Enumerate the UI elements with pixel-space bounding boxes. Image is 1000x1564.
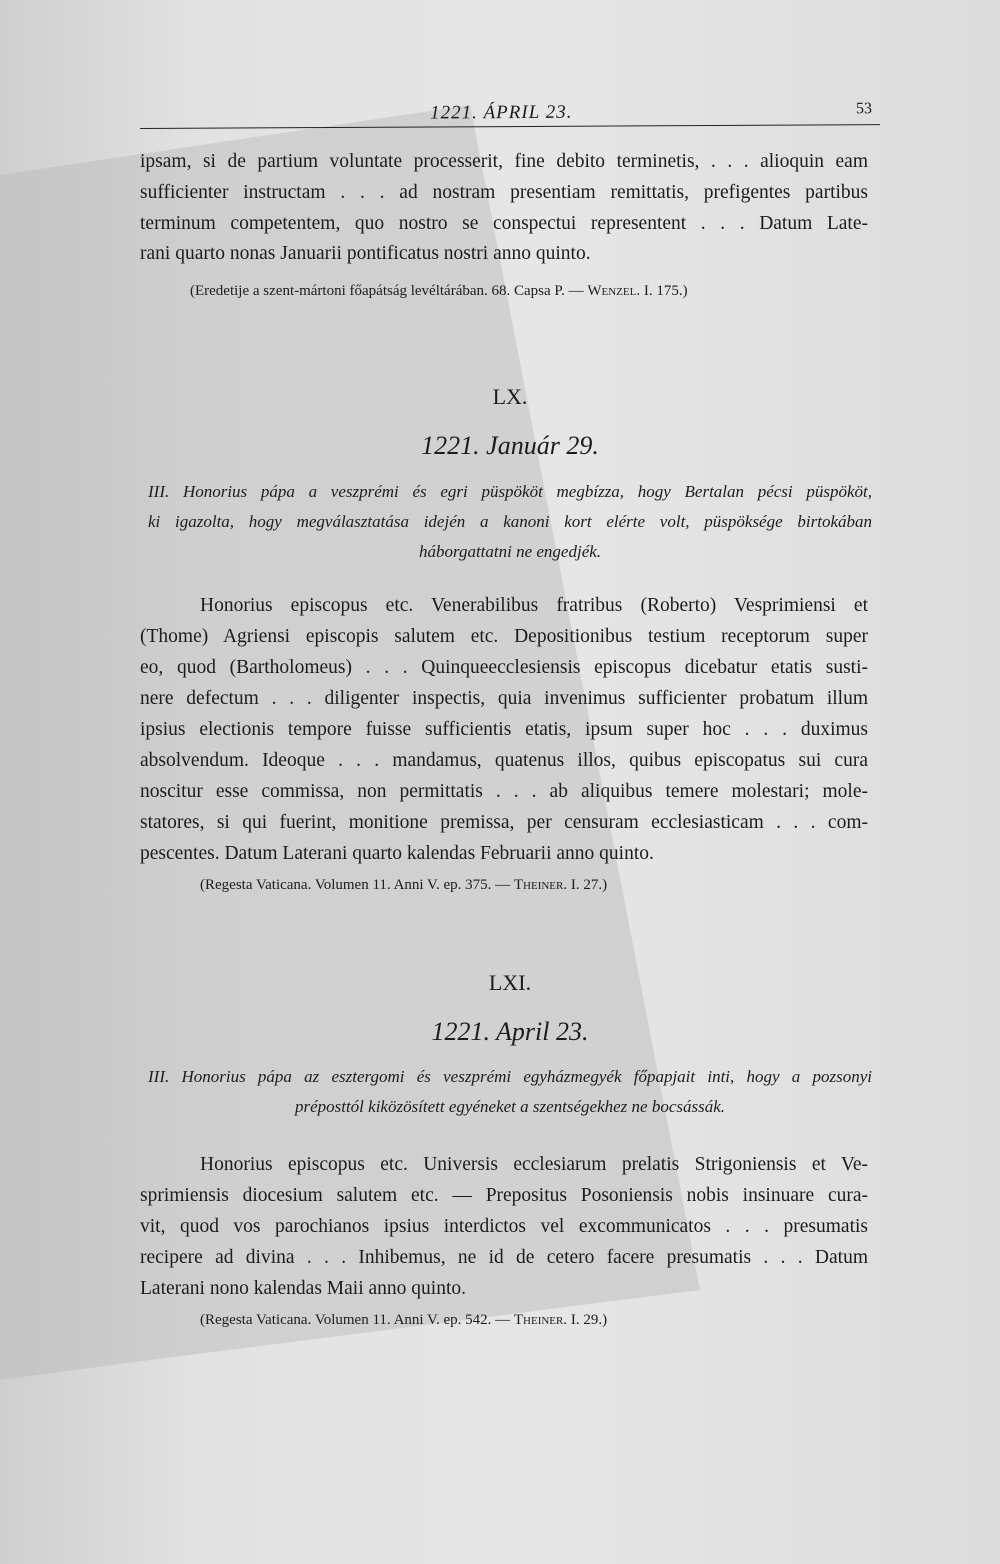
body-line: absolvendum. Ideoque . . . mandamus, quatenus illos, quibus episcopatus sui cura	[140, 750, 868, 771]
body-line: Honorius episcopus etc. Venerabilibus fratribus (Roberto) Vesprimiensi et	[200, 595, 868, 616]
note-author: Theiner	[513, 1312, 564, 1328]
body-line: statores, si qui fuerint, monitione premissa, per censuram ecclesiasticam . . . com-	[140, 812, 868, 833]
intro-line: terminum competentem, quo nostro se conspectui representent . . . Datum Late-	[140, 213, 868, 234]
source-note	[200, 1313, 607, 1328]
body-line: recipere ad divina . . . Inhibemus, ne id de cetero facere presumatis . . . Datum	[140, 1247, 868, 1268]
body-line: pescentes. Datum Laterani quarto kalendas Februarii anno quinto.	[140, 843, 654, 864]
note-ref: . I. 27.)	[563, 877, 608, 893]
regest-line: ki igazolta, hogy megválasztatása idején a kanoni kort elérte volt, püspöksége birtokában	[148, 512, 872, 531]
source-note	[200, 878, 607, 893]
note-text: (Eredetije a szent-mártoni főapátság levéltárában. 68. Capsa P. —	[190, 283, 588, 299]
body-line: sprimiensis diocesium salutem etc. — Prepositus Posoniensis nobis insinuare cura-	[140, 1185, 868, 1206]
running-title: 1221. ÁPRIL 23.	[429, 101, 573, 124]
page-number: 53	[855, 100, 873, 118]
note-author: Theiner	[513, 877, 564, 893]
body-line: eo, quod (Bartholomeus) . . . Quinqueecclesiensis episcopus dicebatur etatis susti-	[140, 657, 868, 678]
intro-line: rani quarto nonas Januarii pontificatus nostri anno quinto.	[140, 243, 591, 264]
body-line: ipsius electionis tempore fuisse sufficientis etatis, ipsum super hoc . . . duximus	[140, 719, 868, 740]
body-line: (Thome) Agriensi episcopis salutem etc. Depositionibus testium receptorum super	[140, 626, 868, 647]
running-header	[140, 100, 880, 129]
note-text: (Regesta Vaticana. Volumen 11. Anni V. ep. 375. —	[200, 877, 514, 893]
body-line: nere defectum . . . diligenter inspectis, quia invenimus sufficienter probatum illum	[140, 688, 868, 709]
regest-line: III. Honorius pápa az esztergomi és veszprémi egyházmegyék főpapjait inti, hogy a pozsonyi	[148, 1067, 872, 1086]
note-text: (Regesta Vaticana. Volumen 11. Anni V. ep. 542. —	[200, 1312, 514, 1328]
intro-source-note	[190, 284, 688, 299]
intro-line: ipsam, si de partium voluntate processerit, fine debito terminetis, . . . alioquin eam	[140, 151, 868, 172]
regest-line: préposttól kiközösített egyéneket a szentségekhez ne bocsássák.	[294, 1097, 726, 1116]
regest-line: III. Honorius pápa a veszprémi és egri püspököt megbízza, hogy Bertalan pécsi püspököt,	[148, 482, 872, 501]
note-ref: . I. 29.)	[563, 1312, 608, 1328]
body-line: noscitur esse commissa, non permittatis . . . ab aliquibus temere molestari; mole-	[140, 781, 868, 802]
body-line: vit, quod vos parochianos ipsius interdictos vel excommunicatos . . . presumatis	[140, 1216, 868, 1237]
body-line: Laterani nono kalendas Maii anno quinto.	[140, 1278, 466, 1299]
body-line: Honorius episcopus etc. Universis ecclesiarum prelatis Strigoniensis et Ve-	[200, 1154, 868, 1175]
document-date: 1221. Január 29.	[421, 431, 599, 460]
document-date: 1221. April 23.	[431, 1017, 589, 1046]
intro-line: sufficienter instructam . . . ad nostram presentiam remittatis, prefigentes partibus	[140, 182, 868, 203]
document-numeral: LXI.	[488, 970, 532, 995]
regest-line: háborgattatni ne engedjék.	[418, 542, 602, 561]
note-author: Wenzel	[587, 283, 637, 299]
document-numeral: LX.	[492, 384, 528, 409]
note-ref: . I. 175.)	[636, 283, 688, 299]
